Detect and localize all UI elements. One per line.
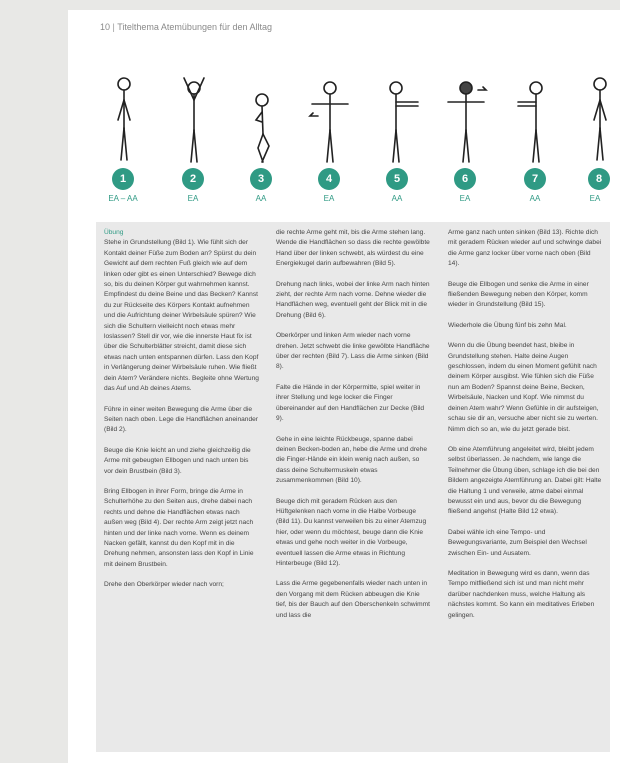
- paragraph: Falte die Hände in der Körpermitte, spiel weiter in ihrer Stellung und lege locker die Finger übereinander auf den Handflächen zur Decke (Bild 9).: [276, 383, 425, 423]
- breath-code: EA: [323, 194, 335, 203]
- stick-figure-standing-icon: [574, 70, 620, 170]
- step-number: 2: [182, 168, 204, 190]
- step-number: 1: [112, 168, 134, 190]
- paragraph: die rechte Arme geht mit, bis die Arme stehen lang. Wende die Handflächen so dass die rechte gewölbte Hand über der linken schwebt, als würdest du eine Energiekugel darin aufbewahren (Bild 5).: [276, 229, 430, 268]
- paragraph: Führe in einer weiten Bewegung die Arme über die Seiten nach oben. Lege die Handflächen aneinander (Bild 2).: [104, 405, 258, 434]
- figure-6: [440, 70, 496, 210]
- paragraph: Bring Ellbogen in ihrer Form, bringe die Arme in Schulterhöhe zu den Seiten aus, drehe dabei nach rechts und dehne die Handflächen etwas nach außen weg (Bild 4). Der rechte Arm zeigt jetzt nach hinten und der linke nach vorne. Wenn es deinem Nacken gefällt, kannst du den Kopf mit in die Drehung nehmen, ansonsten lass den Kopf in Linie mit deinem Brustbein.: [104, 487, 254, 568]
- paragraph: Beuge die Knie leicht an und ziehe gleichzeitig die Arme mit gebeugten Ellbogen und nach unten bis vor dein Brustbein (Bild 3).: [104, 446, 251, 475]
- paragraph: Arme ganz nach unten sinken (Bild 13). Richte dich mit geradem Rücken wieder auf und schwinge dabei die Arme ganz locker über vorne nach oben (Bild 14).: [448, 229, 602, 268]
- document-page: [68, 10, 620, 763]
- paragraph: Meditation in Bewegung wird es dann, wenn das Tempo mitfließend sich ist und man nicht mehr darüber nachdenken muss, welche Haltung als nächstes kommt. So kann ein meditatives Erleben gelingen.: [448, 569, 595, 619]
- instruction-text-panel: [96, 222, 610, 752]
- stick-figure-twist-icon: [440, 70, 496, 170]
- paragraph: Dabei wähle ich eine Tempo- und Bewegungsvariante, zum Beispiel den Wechsel zwischen Ein- und Ausatem.: [448, 528, 587, 557]
- section-title: Titelthema: [117, 22, 159, 32]
- paragraph: Oberkörper und linken Arm wieder nach vorne drehen. Jetzt schwebt die linke gewölbte Handfläche über der rechten (Bild 7). Lass die Arme sinken (Bild 8).: [276, 332, 430, 371]
- paragraph: Beuge dich mit geradem Rücken aus den Hüftgelenken nach vorne in die Halbe Vorbeuge (Bild 11). Du kannst verweilen bis zu einer Atemzug hier, oder wenn du möchtest, beuge dann die Knie etwas und gehe noch weiter in die Vorbeuge, eventuell lassen die Arme etwas in Richtung Hinterbeuge (Bild 12).: [276, 497, 427, 567]
- paragraph: Stehe in Grundstellung (Bild 1). Wie fühlt sich der Kontakt deiner Füße zum Boden an? Spürst du dein Gewicht auf dem rechten Fuß gleich wie auf dem linken oder gibt es einen Unterschied? Bewege dich so, bis du deinen Körper gut wahrnehmen kannst. Empfindest du deine Beine und das Becken? Kannst du zur Rückseite des Körpers Kontakt aufnehmen und die Aufrichtung deiner Wirbelsäule spüren? Wie sich die Schultern vielleicht noch etwas mehr loslassen? Stell dir vor, wie die innerste Haut fix ist über die Schulterblätter streicht, damit diese sich etwas nach unten entspannen dürfen. Lass den Kopf in Verlängerung deiner Wirbelsäule ruhen. Wie fließt dein Atem? Verändere nichts. Begleite ohne Wertung das Auf und Ab deines Atems.: [104, 239, 259, 393]
- breath-code: EA: [459, 194, 471, 203]
- stick-figure-standing-icon: [98, 70, 154, 170]
- stick-figure-arms-sideways-icon: [304, 70, 360, 170]
- stick-figure-arms-forward-icon: [372, 70, 428, 170]
- paragraph: Beuge die Ellbogen und senke die Arme in einer fließenden Bewegung neben den Körper, komm wieder in Grundstellung (Bild 15).: [448, 280, 589, 309]
- step-number: 4: [318, 168, 340, 190]
- figure-7: [510, 70, 566, 210]
- section-kicker: Übung: [104, 229, 124, 236]
- page-number: 10: [100, 22, 111, 32]
- figure-1: [98, 70, 154, 210]
- paragraph: Wiederhole die Übung fünf bis zehn Mal.: [448, 321, 567, 329]
- figure-8: [574, 70, 620, 210]
- figure-2: [168, 70, 224, 210]
- figure-5: [372, 70, 428, 210]
- section-subtitle: Atemübungen für den Alltag: [160, 22, 273, 32]
- paragraph: Drehung nach links, wobei der linke Arm nach hinten zieht, der rechte Arm nach vorne. Dehne wieder die Handflächen weg, eventuell geht der Blick mit in die Drehung (Bild 6).: [276, 280, 430, 319]
- text-column-2: [276, 228, 431, 631]
- paragraph: Ob eine Atemführung angeleitet wird, bleibt jedem selbst überlassen. Je nachdem, wie lange die Teilnehmer die Übung üben, schlage ich die bei den Bildern angezeigte Atemführung an. Dabei gilt: Halte die Haltung 1 und verweile, atme dabei einmal bewusst ein und aus, bevor du die Bewegung fließend angehst (Halte Bild 12 etwa).: [448, 445, 602, 516]
- paragraph: Wenn du die Übung beendet hast, bleibe in Grundstellung stehen. Halte deine Augen geschlossen, indem du einen Moment gefühlt nach deinem Körper ausgibst. Wie fühlen sich die Füße nun am Boden? Spannst deine Beine, Becken, Wirbelsäule, Nacken und Kopf. Wie nimmst du deinen Atem wahr? Wenn Gefühle in dir aufsteigen, schau sie dir an, versuche aber nicht sie zu werten. Nimm dich so an, wie du jetzt gerade bist.: [448, 342, 599, 433]
- step-number: 7: [524, 168, 546, 190]
- stick-figure-arms-forward-icon: [510, 70, 566, 170]
- running-header: [100, 22, 272, 32]
- header-separator: |: [112, 22, 115, 32]
- paragraph: Lass die Arme gegebenenfalls wieder nach unten in den Vorgang mit dem Rücken abbeugen die Knie tief, bis der Bauch auf den Oberschenkeln schwimmt und lass die: [276, 580, 430, 619]
- breath-code: EA – AA: [108, 194, 138, 203]
- stick-figure-arms-up-icon: [168, 70, 224, 170]
- figure-4: [304, 70, 360, 210]
- figure-3: [236, 70, 292, 210]
- breath-code: EA: [187, 194, 199, 203]
- step-number: 8: [588, 168, 610, 190]
- breath-code: AA: [529, 194, 541, 203]
- step-number: 5: [386, 168, 408, 190]
- text-column-1: [104, 228, 259, 601]
- breath-code: AA: [255, 194, 267, 203]
- exercise-figure-strip: [68, 70, 620, 210]
- paragraph: Drehe den Oberkörper wieder nach vorn;: [104, 581, 224, 589]
- step-number: 6: [454, 168, 476, 190]
- paragraph: Gehe in eine leichte Rückbeuge, spanne dabei deinen Becken-boden an, hebe die Arme und drehe die Finger-Hände ein klein wenig nach außen, so dass deine Schultermuskeln etwas zusammenkommen (Bild 10).: [276, 435, 428, 485]
- stick-figure-knees-bent-icon: [236, 70, 292, 170]
- text-column-3: [448, 228, 603, 631]
- step-number: 3: [250, 168, 272, 190]
- breath-code: AA: [391, 194, 403, 203]
- breath-code: EA: [589, 194, 601, 203]
